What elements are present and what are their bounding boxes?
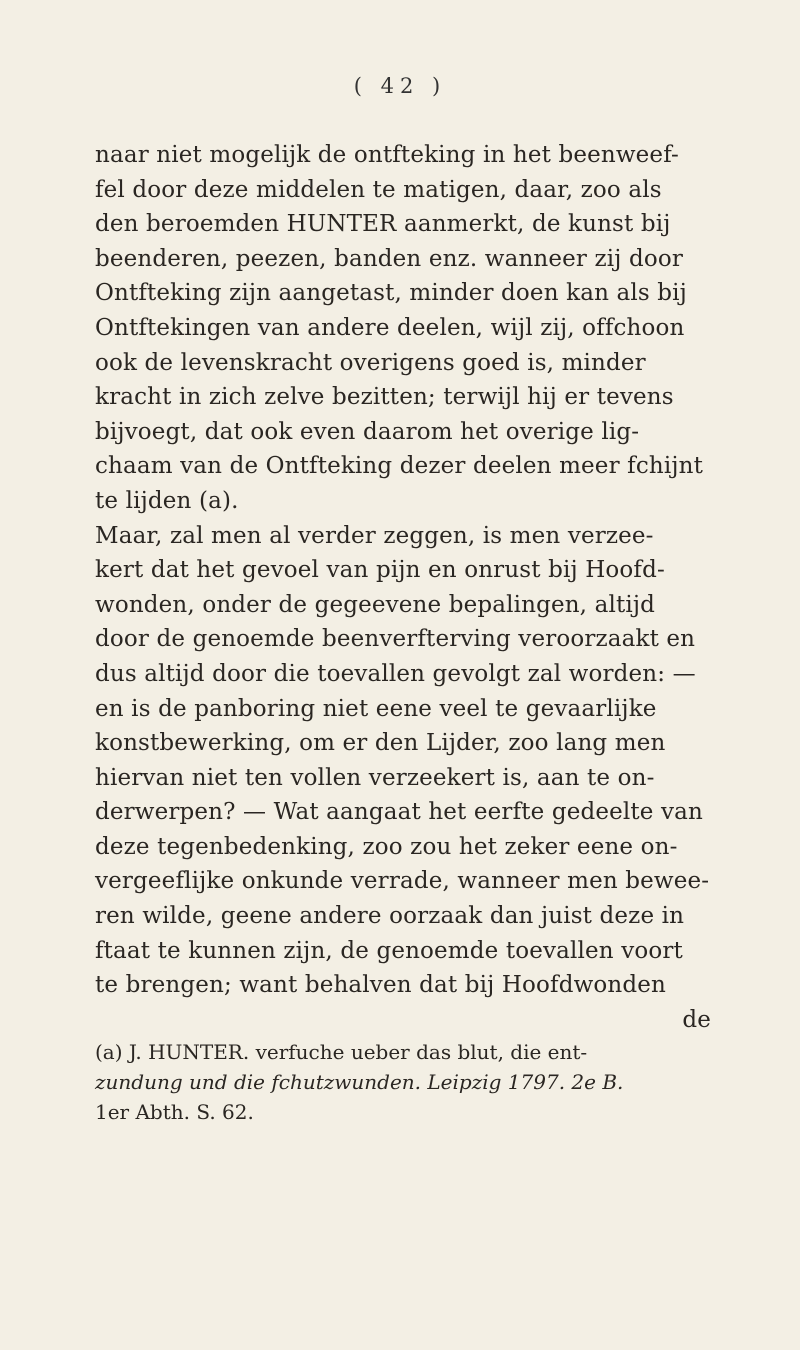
text-line: beenderen, peezen, banden enz. wanneer zij door (95, 245, 684, 272)
page-number: ( 42 ) (353, 74, 447, 98)
text-line: Maar, zal men al verder zeggen, is men verzee- (95, 522, 654, 549)
text-line: ren wilde, geene andere oorzaak dan juist deze in (95, 903, 685, 930)
text-line: kert dat het gevoel van pijn en onrust bij Hoofd- (95, 557, 665, 584)
text-line: Ontftekingen van andere deelen, wijl zij, offchoon (95, 314, 685, 341)
text-line: Ontfteking zijn aangetast, minder doen kan als bij (95, 280, 687, 307)
text-line: dus altijd door die toevallen gevolgt zal worden: — (95, 660, 696, 687)
text-line: den beroemden HUNTER aanmerkt, de kunst bij (95, 211, 671, 238)
text-line: derwerpen? — Wat aangaat het eerfte gedeelte van (95, 799, 703, 826)
text-line: naar niet mogelijk de ontfteking in het beenweef- (95, 142, 679, 168)
text-line: kracht in zich zelve bezitten; terwijl hij er tevens (95, 384, 674, 411)
text-line: chaam van de Ontfteking dezer deelen meer fchijnt (95, 453, 703, 480)
text-line: konstbewerking, om er den Lijder, zoo lang men (95, 730, 666, 757)
text-line: te lijden (a). (95, 487, 239, 514)
text-line: vergeeflijke onkunde verrade, wanneer men bewee- (95, 868, 710, 895)
footnote-line: 1er Abth. S. 62. (95, 1100, 254, 1124)
text-line: en is de panboring niet eene veel te gevaarlijke (95, 695, 657, 722)
text-line: te brengen; want behalven dat bij Hoofdwonden (95, 972, 666, 999)
catchword: de (682, 1006, 711, 1033)
text-line: hiervan niet ten vollen verzeekert is, aan te on- (95, 764, 655, 791)
footnote (95, 1037, 715, 1127)
text-line: deze tegenbedenking, zoo zou het zeker eene on- (95, 833, 678, 860)
footnote-line: zundung und die fchutzwunden. Leipzig 1797. 2e B. (95, 1070, 624, 1094)
text-line: door de genoemde beenverfterving veroorzaakt en (95, 626, 696, 653)
text-line: fel door deze middelen te matigen, daar, zoo als (95, 176, 662, 203)
text-line: wonden, onder de gegeevene bepalingen, altijd (95, 591, 656, 618)
footnote-line: (a) J. HUNTER. verfuche ueber das blut, die ent- (95, 1040, 588, 1064)
text-line: ook de levenskracht overigens goed is, minder (95, 349, 646, 376)
text-line: bijvoegt, dat ook even daarom het overige lig- (95, 418, 640, 445)
text-line: ftaat te kunnen zijn, de genoemde toevallen voort (95, 937, 683, 964)
main-text (95, 138, 715, 1037)
